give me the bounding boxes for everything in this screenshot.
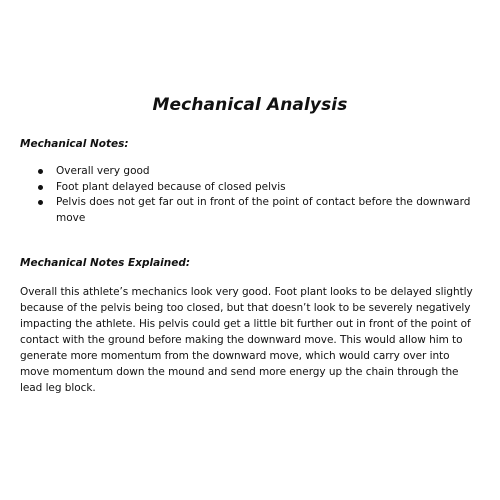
bullet-icon (38, 169, 43, 174)
list-item (36, 195, 476, 226)
mechanical-notes-list (36, 164, 476, 226)
bullet-icon (38, 185, 43, 190)
mechanical-notes-heading: Mechanical Notes: (20, 138, 129, 150)
list-item (36, 164, 476, 180)
list-item-text: Foot plant delayed because of closed pelvis (56, 180, 286, 193)
page-title: Mechanical Analysis (152, 95, 348, 115)
list-item-text: Pelvis does not get far out in front of the point of contact before the downward move (56, 196, 471, 224)
mechanical-notes-explained-heading: Mechanical Notes Explained: (20, 257, 191, 269)
bullet-icon (38, 200, 43, 205)
explanation-paragraph: Overall this athlete’s mechanics look very good. Foot plant looks to be delayed slightly because of the pelvis being too closed, but that doesn’t look to be severely negatively impacting the athlete. His pelvis could get a little bit further out in front of the point of contact with the ground before making the downward move. This would allow him to generate more momentum from the downward move, which would carry over into move momentum down the mound and send more energy up the chain through the lead leg block. (20, 286, 473, 394)
list-item (36, 180, 476, 196)
list-item-text: Overall very good (56, 165, 150, 177)
